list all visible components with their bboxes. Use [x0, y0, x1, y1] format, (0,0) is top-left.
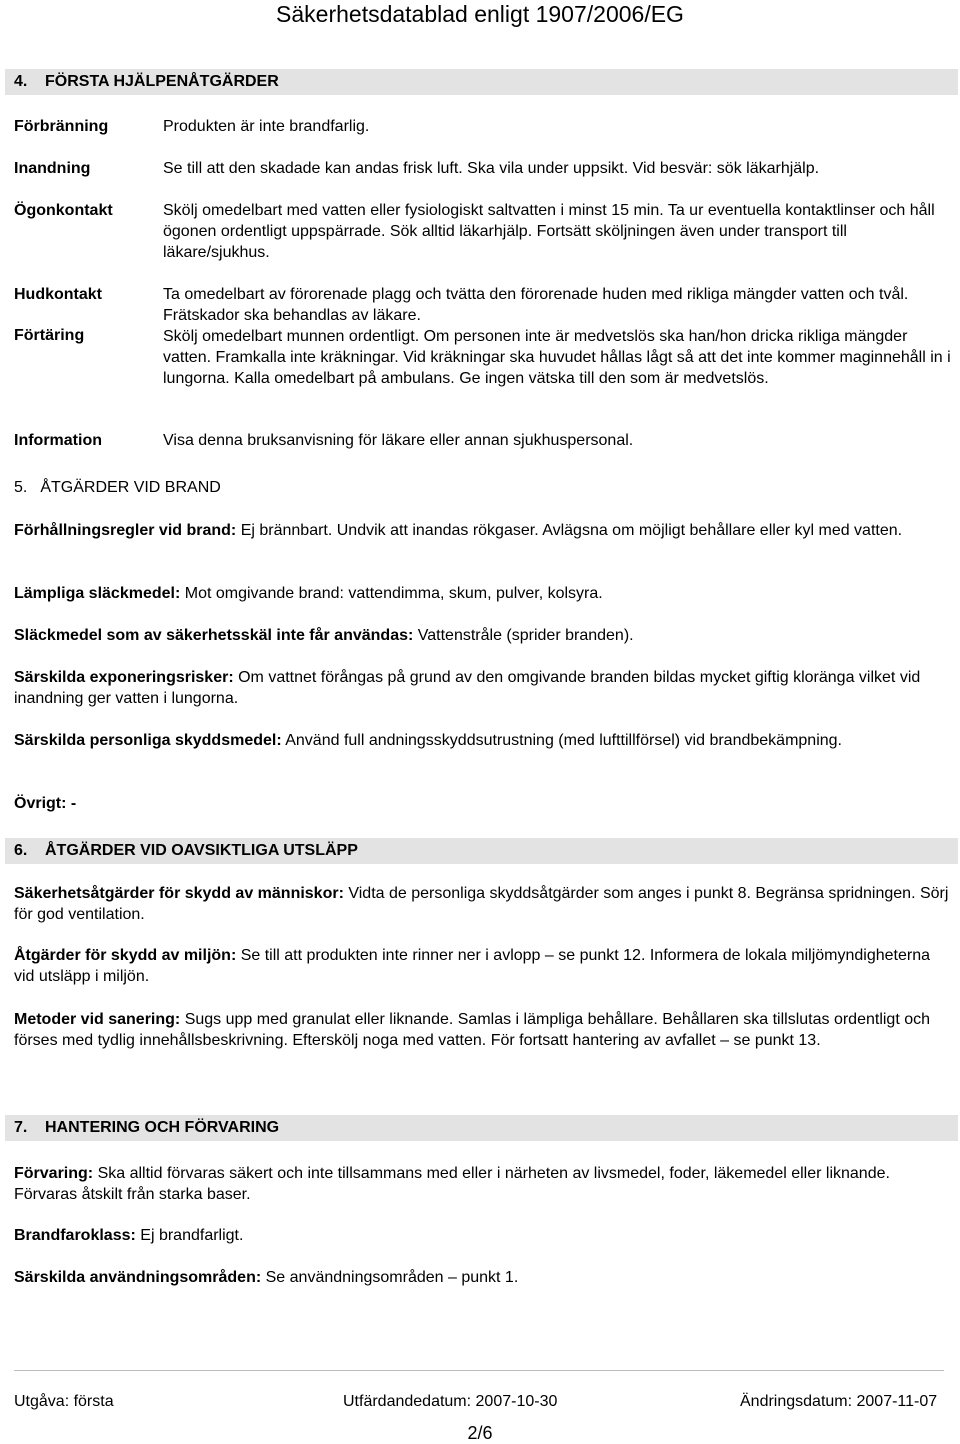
document-title: Säkerhetsdatablad enligt 1907/2006/EG	[276, 1, 684, 27]
item-label: Förvaring:	[14, 1165, 94, 1182]
item-text: Sugs upp med granulat eller liknande. Samlas i lämpliga behållare. Behållaren ska tillslutas ordentligt och förses med tydlig innehållsbeskrivning. Efterskölj noga med vatten. För fortsatt hantering av avfallet – se punkt 13.	[14, 1011, 931, 1049]
section-number: 4.	[14, 73, 28, 90]
section-number: 5.	[14, 479, 28, 496]
environmental-precautions	[14, 946, 949, 988]
footer-edition: Utgåva: första	[14, 1393, 114, 1410]
item-text: Ska alltid förvaras säkert och inte tillsammans med eller i närheten av livsmedel, foder, läkemedel eller liknande. Förvaras åtskilt från starka baser.	[14, 1165, 890, 1203]
section-7-heading	[5, 1115, 958, 1141]
footer-divider	[14, 1370, 944, 1371]
section-4-heading	[5, 69, 958, 95]
row-label-forbranning: Förbränning	[14, 118, 109, 135]
row-label-fortaring: Förtäring	[14, 327, 85, 344]
section-number: 7.	[14, 1119, 28, 1136]
item-text: Om vattnet förångas på grund av den omgivande branden bildas mycket giftig kloränga vilket vid inandning ger vatten i lungorna.	[14, 669, 921, 707]
item-text: Ej brandfarligt.	[135, 1227, 244, 1244]
row-text-forbranning: Produkten är inte brandfarlig.	[163, 118, 370, 135]
item-text: Vidta de personliga skyddsåtgärder som anges i punkt 8. Begränsa spridningen. Sörj för god ventilation.	[14, 885, 949, 923]
row-label-hudkontakt: Hudkontakt	[14, 286, 102, 303]
fire-class	[14, 1226, 949, 1247]
section-title: FÖRSTA HJÄLPENÅTGÄRDER	[45, 73, 279, 90]
section-5-heading	[14, 478, 221, 498]
row-text-ogonkontakt: Skölj omedelbart med vatten eller fysiologiskt saltvatten i minst 15 min. Ta ur eventuella kontaktlinser och håll ögonen ordentligt uppspärrade. Sök alltid läkarhjälp. Fortsätt sköljningen även under transport till läkare/sjukhus.	[163, 202, 935, 261]
row-label-ogonkontakt: Ögonkontakt	[14, 202, 113, 219]
item-label: Särskilda användningsområden:	[14, 1269, 262, 1286]
storage	[14, 1164, 949, 1206]
other-info	[14, 794, 949, 815]
cleanup-methods	[14, 1010, 949, 1052]
fire-rules	[14, 521, 949, 542]
item-text: Vattenstråle (sprider branden).	[413, 627, 634, 644]
row-text-hudkontakt: Ta omedelbart av förorenade plagg och tvätta den förorenade huden med rikliga mängder vatten och tvål. Frätskador ska behandlas av läkare.	[163, 286, 909, 324]
footer-revised-date: Ändringsdatum: 2007-11-07	[740, 1393, 938, 1410]
item-label: Säkerhetsåtgärder för skydd av människor:	[14, 885, 344, 902]
item-label: Brandfaroklass:	[14, 1227, 136, 1244]
item-label: Lämpliga släckmedel:	[14, 585, 181, 602]
row-label-inandning: Inandning	[14, 160, 91, 177]
item-label: Förhållningsregler vid brand:	[14, 522, 237, 539]
item-text: Använd full andningsskyddsutrustning (med lufttillförsel) vid brandbekämpning.	[281, 732, 842, 749]
section-6-heading	[5, 838, 958, 864]
personal-precautions	[14, 884, 949, 926]
section-title: ÅTGÄRDER VID BRAND	[40, 479, 221, 496]
page-number: 2/6	[467, 1423, 493, 1443]
footer-issued-date: Utfärdandedatum: 2007-10-30	[343, 1393, 558, 1410]
exposure-risks	[14, 668, 949, 710]
item-label: Släckmedel som av säkerhetsskäl inte får användas:	[14, 627, 414, 644]
item-label: Åtgärder för skydd av miljön:	[14, 947, 237, 964]
protective-equipment	[14, 731, 949, 752]
row-text-fortaring: Skölj omedelbart munnen ordentligt. Om personen inte är medvetslös ska han/hon dricka rikliga mängder vatten. Framkalla inte kräkningar. Vid kräkningar ska huvudet hållas lågt så att det inte kommer maginnehåll in i lungorna. Kalla omedelbart på ambulans. Ge ingen vätska till den som är medvetslös.	[163, 328, 951, 387]
item-label: Särskilda personliga skyddsmedel:	[14, 732, 282, 749]
item-text: Se till att produkten inte rinner ner i avlopp – se punkt 12. Informera de lokala miljömyndigheterna vid utsläpp i miljön.	[14, 947, 930, 985]
item-label: Övrigt: -	[14, 795, 77, 812]
unsuitable-extinguishers	[14, 626, 949, 647]
item-text: Se användningsområden – punkt 1.	[261, 1269, 519, 1286]
section-title: HANTERING OCH FÖRVARING	[45, 1119, 280, 1136]
item-label: Särskilda exponeringsrisker:	[14, 669, 234, 686]
row-label-information: Information	[14, 432, 102, 449]
row-text-inandning: Se till att den skadade kan andas frisk luft. Ska vila under uppsikt. Vid besvär: sök läkarhjälp.	[163, 160, 820, 177]
section-title: ÅTGÄRDER VID OAVSIKTLIGA UTSLÄPP	[45, 842, 358, 859]
suitable-extinguishers	[14, 584, 949, 605]
item-label: Metoder vid sanering:	[14, 1011, 181, 1028]
row-text-information: Visa denna bruksanvisning för läkare eller annan sjukhuspersonal.	[163, 432, 634, 449]
item-text: Ej brännbart. Undvik att inandas rökgaser. Avlägsna om möjligt behållare eller kyl med vatten.	[236, 522, 903, 539]
item-text: Mot omgivande brand: vattendimma, skum, pulver, kolsyra.	[180, 585, 603, 602]
section-number: 6.	[14, 842, 28, 859]
specific-uses	[14, 1268, 949, 1289]
